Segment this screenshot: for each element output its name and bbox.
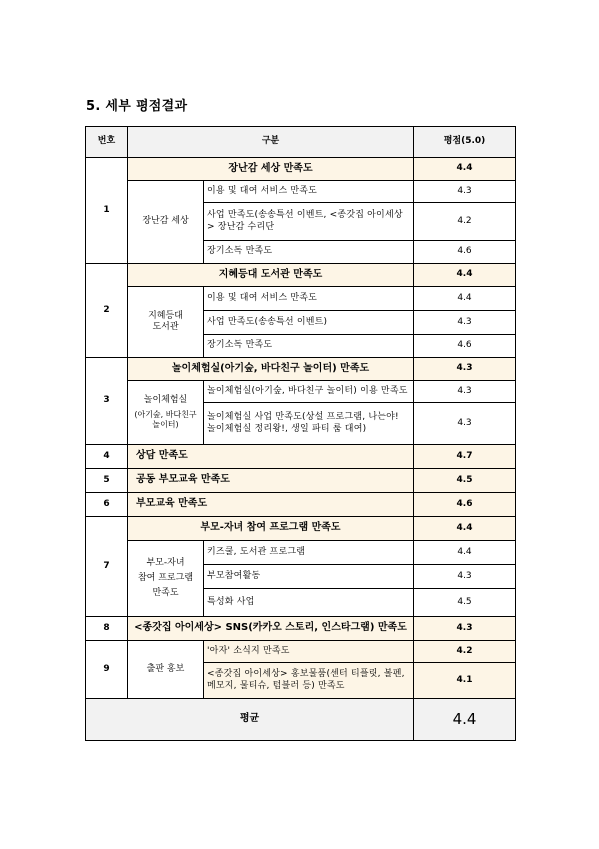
section-label: 놀이체험실(아기숲, 바다친구 놀이터) 만족도 <box>128 358 414 381</box>
section-label: 장난감 세상 만족도 <box>128 158 414 181</box>
item-label: 특성화 사업 <box>204 589 414 617</box>
header-category: 구분 <box>128 127 414 158</box>
item-score: 4.2 <box>414 203 516 241</box>
category-label <box>128 381 204 445</box>
section-label: 공동 부모교육 만족도 <box>128 469 414 493</box>
item-label: 부모참여활동 <box>204 565 414 589</box>
item-score: 4.5 <box>414 589 516 617</box>
section-score: 4.6 <box>414 493 516 517</box>
item-score: 4.3 <box>414 565 516 589</box>
average-score: 4.4 <box>414 699 516 741</box>
item-score: 4.6 <box>414 335 516 358</box>
row-number: 5 <box>86 469 128 493</box>
table-row <box>86 287 516 311</box>
table-row <box>86 517 516 541</box>
section-score: 4.4 <box>414 158 516 181</box>
item-label: 놀이체험실(아기숲, 바다친구 놀이터) 이용 만족도 <box>204 381 414 403</box>
row-number: 1 <box>86 158 128 264</box>
item-label: 놀이체험실 사업 만족도(상설 프로그램, 나는야! 놀이체험실 정리왕!, 생일 파티 룸 대여) <box>204 403 414 445</box>
table-row <box>86 617 516 641</box>
table-row <box>86 381 516 403</box>
item-label: '아자' 소식지 만족도 <box>204 641 414 663</box>
category-label: 장난감 세상 <box>128 181 204 264</box>
section-score: 4.7 <box>414 445 516 469</box>
header-no: 번호 <box>86 127 128 158</box>
item-label: 사업 만족도(송송특선 이벤트, <종갓집 아이세상> 장난감 수리단 <box>204 203 414 241</box>
row-number: 4 <box>86 445 128 469</box>
row-number: 2 <box>86 264 128 358</box>
item-score: 4.3 <box>414 381 516 403</box>
item-score: 4.4 <box>414 287 516 311</box>
table-row <box>86 181 516 203</box>
table-row <box>86 641 516 663</box>
row-number: 3 <box>86 358 128 445</box>
section-score: 4.3 <box>414 617 516 641</box>
table-row <box>86 264 516 287</box>
item-score: 4.1 <box>414 663 516 699</box>
section-label: <종갓집 아이세상> SNS(카카오 스토리, 인스타그램) 만족도 <box>128 617 414 641</box>
item-label: 장기소독 만족도 <box>204 335 414 358</box>
section-score: 4.4 <box>414 517 516 541</box>
table-row <box>86 445 516 469</box>
row-number: 7 <box>86 517 128 617</box>
category-line: 도서관 <box>152 322 179 332</box>
category-label <box>128 287 204 358</box>
category-line: 지혜등대 <box>148 310 183 321</box>
average-row <box>86 699 516 741</box>
item-label: 키즈쿨, 도서관 프로그램 <box>204 541 414 565</box>
table-header-row <box>86 127 516 158</box>
item-score: 4.3 <box>414 403 516 445</box>
row-number: 9 <box>86 641 128 699</box>
section-score: 4.4 <box>414 264 516 287</box>
row-number: 6 <box>86 493 128 517</box>
section-label: 상담 만족도 <box>128 445 414 469</box>
item-score: 4.4 <box>414 541 516 565</box>
item-score: 4.6 <box>414 241 516 264</box>
category-line: 놀이체험실 <box>143 395 188 406</box>
table-row <box>86 493 516 517</box>
table-row <box>86 469 516 493</box>
table-row <box>86 358 516 381</box>
section-label: 지혜등대 도서관 만족도 <box>128 264 414 287</box>
section-title: 5. 세부 평점결과 <box>86 99 188 114</box>
item-label: 이용 및 대여 서비스 만족도 <box>204 287 414 311</box>
section-label: 부모-자녀 참여 프로그램 만족도 <box>128 517 414 541</box>
section-label: 부모교육 만족도 <box>128 493 414 517</box>
category-line: 참여 프로그램 <box>137 572 194 583</box>
category-line: 부모-자녀 <box>146 557 185 568</box>
item-label: 장기소독 만족도 <box>204 241 414 264</box>
item-label: <종갓집 아이세상> 홍보물품(센터 티플릿, 볼펜, 메모지, 물티슈, 텀블러 등) 만족도 <box>204 663 414 699</box>
item-score: 4.2 <box>414 641 516 663</box>
table-row <box>86 158 516 181</box>
category-subline: (아기숲, 바다친구 놀이터) <box>134 409 197 429</box>
category-line: 만족도 <box>152 588 179 599</box>
category-label: 출판 홍보 <box>128 641 204 699</box>
section-score: 4.5 <box>414 469 516 493</box>
category-label <box>128 541 204 617</box>
item-label: 사업 만족도(송송특선 이벤트) <box>204 311 414 335</box>
average-label: 평균 <box>86 699 414 741</box>
item-score: 4.3 <box>414 181 516 203</box>
item-score: 4.3 <box>414 311 516 335</box>
table-row <box>86 541 516 565</box>
header-score: 평점(5.0) <box>414 127 516 158</box>
section-score: 4.3 <box>414 358 516 381</box>
item-label: 이용 및 대여 서비스 만족도 <box>204 181 414 203</box>
row-number: 8 <box>86 617 128 641</box>
score-table <box>85 126 516 741</box>
